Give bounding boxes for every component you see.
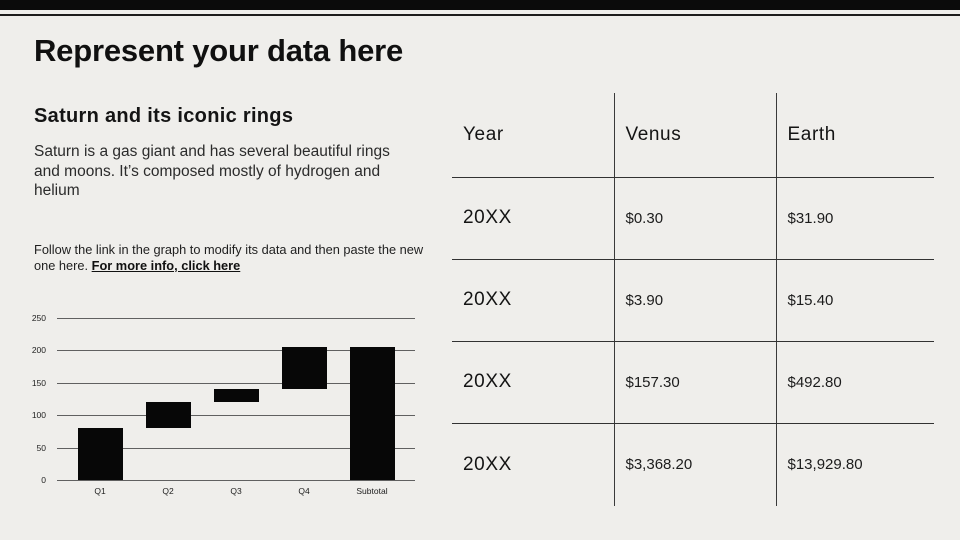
top-divider-line [0,14,960,16]
value-cell: $3.90 [614,259,776,341]
top-accent-bar [0,0,960,10]
waterfall-bar-q3 [214,389,259,402]
waterfall-bar-subtotal [350,347,395,480]
gridline [57,480,415,481]
column-header-venus: Venus [614,93,776,177]
note-prefix: Follow the link in the graph to modify its data and then paste the new one here. [34,242,424,273]
value-cell: $0.30 [614,177,776,259]
table-row [452,259,934,341]
value-cell: $157.30 [614,341,776,423]
value-cell: $15.40 [776,259,934,341]
section-heading: Saturn and its iconic rings [34,105,294,127]
value-cell: $492.80 [776,341,934,423]
x-axis-tick-label: Q4 [298,486,310,496]
y-axis-tick-label: 100 [31,410,46,421]
table-header [452,93,934,177]
value-cell: $3,368.20 [614,423,776,506]
waterfall-bar-q4 [282,347,327,389]
note-text [34,242,432,273]
x-axis-tick-label: Q1 [94,486,106,496]
data-table [452,93,934,506]
y-axis-tick-label: 200 [31,345,46,356]
more-info-link[interactable]: For more info, click here [91,257,241,273]
column-header-earth: Earth [776,93,934,177]
value-cell: $13,929.80 [776,423,934,506]
column-header-year: Year [452,93,614,177]
gridline [57,318,415,319]
year-cell: 20XX [463,453,512,475]
waterfall-bar-q2 [146,402,191,428]
table-row [452,177,934,259]
body-text: Saturn is a gas giant and has several beautiful rings and moons. It’s composed mostly of hydrogen and helium [34,143,390,199]
year-cell: 20XX [452,177,614,259]
waterfall-bar-q1 [78,428,123,480]
table-header-row [452,93,934,177]
y-axis-tick-label: 250 [31,313,46,323]
table-row [452,341,934,423]
table-row [452,423,934,506]
y-axis-tick-label: 50 [36,442,46,453]
waterfall-chart [28,306,420,506]
year-cell: 20XX [452,259,614,341]
x-axis-tick-label: Subtotal [356,486,388,496]
table-body [452,177,934,506]
value-cell: $31.90 [776,177,934,259]
x-axis-tick-label: Q2 [162,486,174,496]
y-axis-tick-label: 0 [41,475,46,485]
year-cell: 20XX [452,341,614,423]
x-axis-tick-label: Q3 [230,486,242,496]
y-axis-tick-label: 150 [31,377,46,388]
page-title: Represent your data here [34,33,404,68]
